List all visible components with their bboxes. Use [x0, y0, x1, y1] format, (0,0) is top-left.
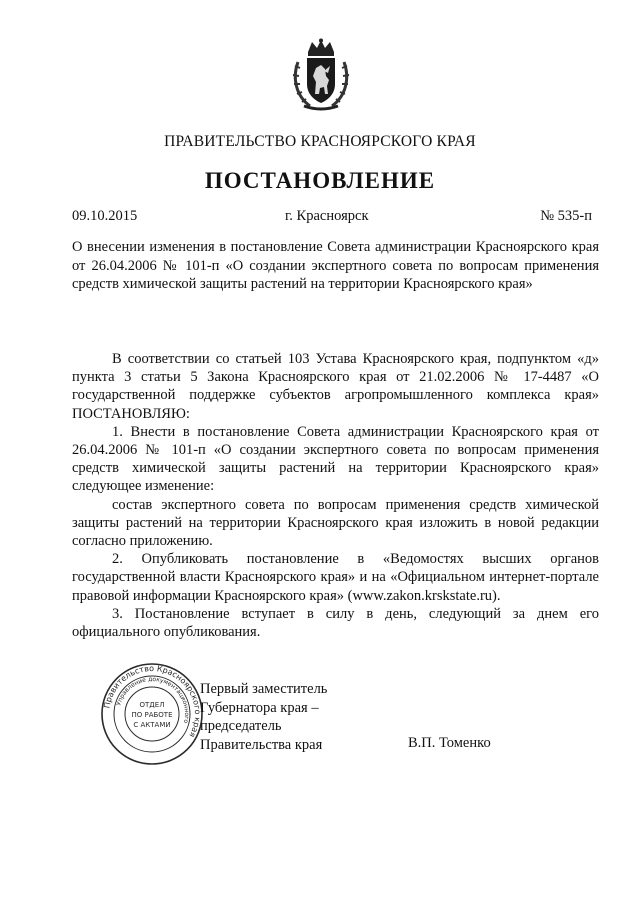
document-city: г. Красноярск — [285, 208, 369, 224]
stamp-outer-text: Правительство Красноярского края — [102, 663, 203, 739]
signer-position-line: Губернатора края – — [200, 699, 319, 716]
document-number: № 535-п — [540, 208, 592, 224]
signer-position-line: председатель — [200, 718, 282, 734]
body-paragraph: состав экспертного совета по вопросам применения средств химической защиты растений на территории Красноярского края изложить в новой редакции согласно приложению. — [72, 496, 599, 550]
krasnoyarsk-coat-of-arms-icon — [290, 38, 352, 112]
body-paragraph: 3. Постановление вступает в силу в день, следующий за днем его официального опубликования. — [72, 605, 599, 641]
body-paragraph: В соответствии со статьей 103 Устава Красноярского края, подпунктом «д» пункта 3 статьи 5 Закона Красноярского края от 21.02.2006 № 17-4487 «О государственной поддержке субъектов агропромышленного комплекса края» ПОСТАНОВЛЯЮ: — [72, 351, 599, 422]
document-body — [72, 350, 599, 641]
stamp-center-line: С АКТАМИ — [133, 721, 171, 729]
stamp-inner-text: Управление документационного — [115, 675, 191, 724]
signer-position-line: Первый заместитель — [200, 681, 328, 697]
document-type-heading: ПОСТАНОВЛЕНИЕ — [204, 168, 436, 193]
body-paragraph: 2. Опубликовать постановление в «Ведомостях высших органов государственной власти Красноярского края» и на «Официальном интернет-портале правовой информации Красноярского края» (www.zakon.krskstate.ru). — [72, 551, 599, 604]
signer-position-line: Правительства края — [200, 736, 323, 753]
document-subject: О внесении изменения в постановление Совета администрации Красноярского края от 26.04.2006 № 101-п «О создании экспертного совета по вопросам применения средств химической защиты растений на территории Красноярского края» — [72, 239, 599, 292]
official-stamp — [100, 662, 204, 766]
document-date: 09.10.2015 — [72, 208, 138, 224]
signer-name: В.П. Томенко — [408, 735, 491, 751]
body-paragraph: 1. Внести в постановление Совета администрации Красноярского края от 26.04.2006 № 101-п «О создании экспертного совета по вопросам применения средств химической защиты растений на территории Красноярского края» следующее изменение: — [72, 423, 599, 495]
signer-position — [200, 680, 327, 754]
stamp-center-line: ПО РАБОТЕ — [131, 711, 173, 719]
government-title: ПРАВИТЕЛЬСТВО КРАСНОЯРСКОГО КРАЯ — [164, 133, 476, 150]
stamp-center-line: ОТДЕЛ — [139, 701, 165, 709]
